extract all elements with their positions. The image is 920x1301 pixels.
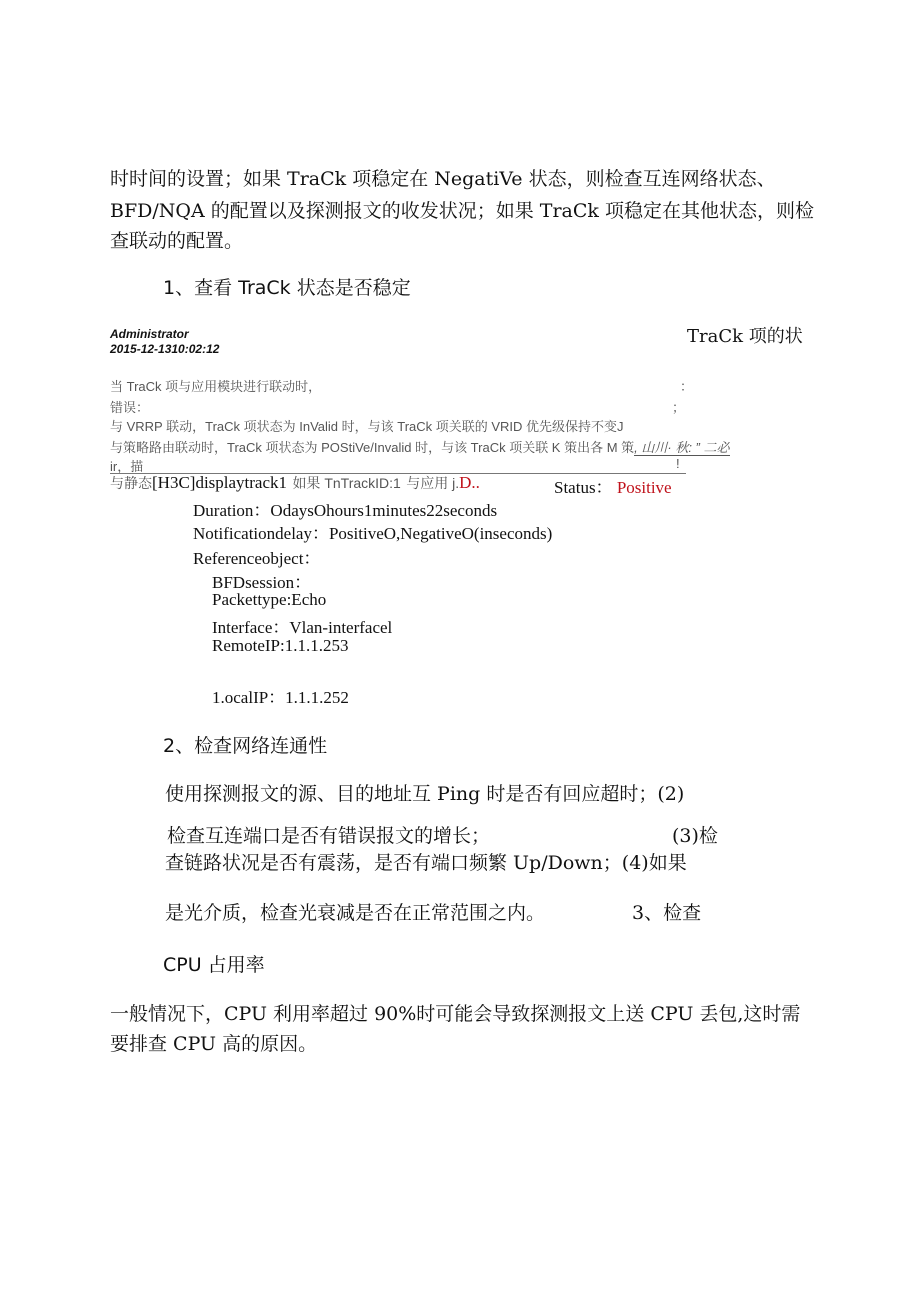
comment-line-4 bbox=[110, 437, 730, 456]
section-3-line-2: 要排查 CPU 高的原因。 bbox=[110, 1033, 318, 1055]
comment-line-3: 与 VRRP 联动，TraCk 项状态为 InValid 时，与该 TraCk 项关联的 VRID 优先级保持不变J bbox=[110, 419, 624, 434]
section-2-line-3: 查链路状况是否有震荡，是否有端口频繁 Up/Down；(4)如果 bbox=[165, 852, 687, 874]
cli-duration: Duration：OdaysOhours1minutes22seconds bbox=[193, 501, 498, 520]
annotation-right-text: TraCk 项的状 bbox=[687, 326, 803, 347]
annotation-timestamp: 2015-12-1310:02:12 bbox=[110, 342, 220, 356]
cli-mid-text-2: 与应用 j. bbox=[406, 475, 460, 491]
section-2-line-2: 检查互连端口是否有错误报文的增长； bbox=[167, 825, 491, 847]
comment-line-1-mark: ： bbox=[680, 379, 694, 394]
comment-line-2-mark: ； bbox=[672, 400, 686, 415]
section-1-heading: 1、查看 TraCk 状态是否稳定 bbox=[163, 277, 411, 299]
cli-status bbox=[554, 473, 672, 498]
cli-notification-delay: Notificationdelay：PositiveO,NegativeO(inseconds) bbox=[193, 524, 553, 543]
section-3-line-1: 一般情况下，CPU 利用率超过 90%时可能会导致探测报文上送 CPU 丢包,这时需 bbox=[110, 1003, 801, 1025]
intro-line-1: 时时间的设置；如果 TraCk 项稳定在 NegatiVe 状态，则检查互连网络状态、 bbox=[110, 168, 776, 190]
cli-remote-ip: RemoteIP:1.1.1.253 bbox=[212, 636, 349, 655]
comment-line-2: 错误： bbox=[110, 400, 150, 415]
cli-trailing-red: D.. bbox=[459, 473, 480, 492]
cli-prefix: 与静态 bbox=[110, 475, 152, 491]
comment-line-5-mark: ! bbox=[676, 456, 680, 471]
section-2-line-4: 是光介质，检查光衰减是否在正常范围之内。 bbox=[165, 902, 546, 924]
section-2-line-1: 使用探测报文的源、目的地址互 Ping 时是否有回应超时；(2) bbox=[165, 783, 685, 805]
cli-interface: Interface：Vlan-interfacel bbox=[212, 618, 393, 637]
section-3-heading: CPU 占用率 bbox=[163, 954, 265, 976]
cli-first-line bbox=[110, 473, 480, 493]
section-3-inline-heading: 3、检查 bbox=[632, 902, 702, 924]
cli-status-value: Positive bbox=[616, 478, 672, 497]
cli-mid-text: 如果 TnTrackID:1 bbox=[292, 475, 401, 491]
cli-local-ip: 1.ocalIP：1.1.1.252 bbox=[212, 688, 349, 707]
annotation-author: Administrator bbox=[110, 327, 189, 341]
intro-line-2: BFD/NQA 的配置以及探测报文的收发状况；如果 TraCk 项稳定在其他状态，则检 bbox=[110, 200, 814, 222]
cli-status-label: Status： bbox=[554, 478, 613, 497]
cli-reference-object: Referenceobject： bbox=[193, 549, 321, 568]
section-2-line-2-right: (3)检 bbox=[672, 825, 718, 847]
comment-line-4a: 与策略路由联动时，TraCk 项状态为 POStiVe/Invalid 时，与该 TraCk 项关联 K 策出各 M 策 bbox=[110, 440, 635, 455]
comment-line-1: 当 TraCk 项与应用模块进行联动时， bbox=[110, 379, 322, 394]
cli-bfd-session: BFDsession： bbox=[212, 573, 312, 592]
cli-packet-type: Packettype:Echo bbox=[212, 590, 327, 609]
cli-command: [H3C]displaytrack1 bbox=[152, 473, 288, 492]
comment-line-5: ir，描 bbox=[110, 459, 144, 474]
comment-line-4b: , 山川· 秋: ” 二必 bbox=[634, 440, 730, 455]
intro-line-3: 查联动的配置。 bbox=[110, 230, 244, 252]
section-2-heading: 2、检查网络连通性 bbox=[163, 735, 328, 757]
